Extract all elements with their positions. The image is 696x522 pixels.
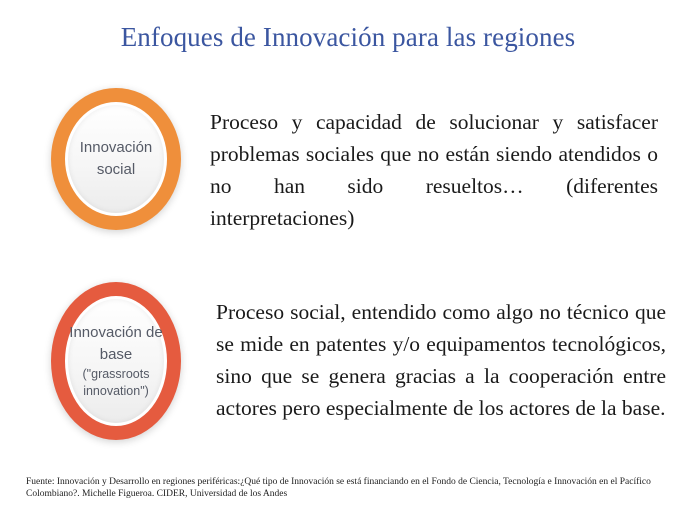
circle-label-line1: Innovación [79, 139, 153, 156]
innovacion-social-circle-inner [68, 105, 164, 213]
innovacion-de-base-circle [51, 282, 181, 440]
innovacion-social-description: Proceso y capacidad de solucionar y satisfacer problemas sociales que no están siendo atendidos o no han sido resueltos… (diferentes interpretaciones) [210, 110, 658, 230]
slide-title: Enfoques de Innovación para las regiones [120, 22, 576, 52]
innovacion-de-base-description: Proceso social, entendido como algo no técnico que se mide en patentes y/o equipamentos tecnológicos, sino que se genera gracias a la cooperación entre actores pero especialmente de los actores de la base. [216, 300, 666, 420]
source-footnote: Fuente: Innovación y Desarrollo en regiones periféricas:¿Qué tipo de Innovación se está financiando en el Fondo de Ciencia, Tecnología e Innovación en el Pacífico Colombiano?. Michelle Figueroa. CIDER, Universidad de los Andes [26, 477, 651, 499]
circle-label-line2: base [99, 346, 133, 363]
innovacion-de-base-circle-inner [68, 299, 164, 423]
circle-label-line1: Innovación de [69, 324, 163, 341]
circle-sub-line1: ("grassroots [82, 367, 150, 381]
circle-sub-line2: innovation") [83, 384, 149, 398]
circle-label-line2: social [96, 161, 136, 178]
innovacion-social-circle [51, 88, 181, 230]
